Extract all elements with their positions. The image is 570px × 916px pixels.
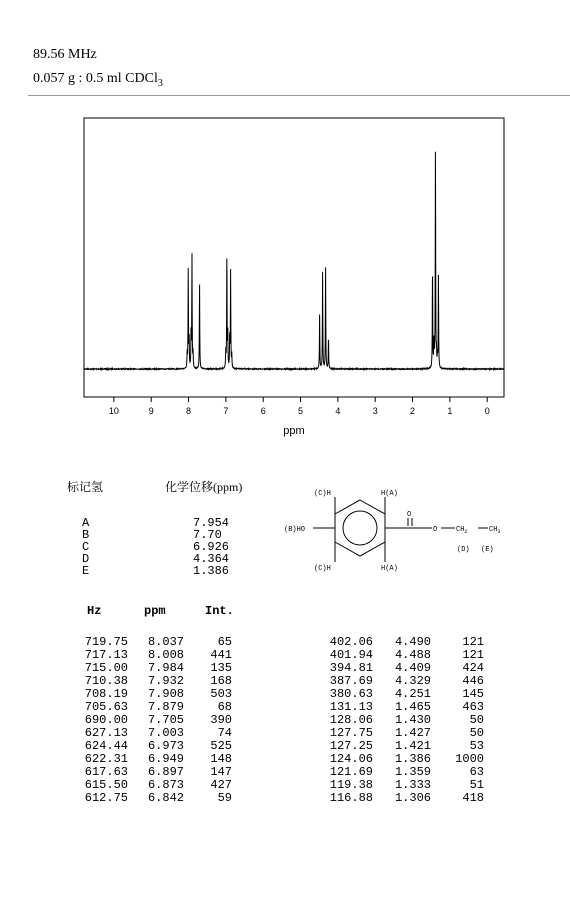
- peak-cell-int: 503: [210, 687, 232, 701]
- peak-cell-int: 135: [210, 661, 232, 675]
- x-tick-label: 4: [335, 406, 341, 416]
- peak-cell-int: 418: [462, 791, 484, 805]
- peak-cell-int: 51: [469, 778, 484, 792]
- assignment-shift: 4.364: [193, 552, 230, 566]
- peak-cell-hz: 387.69: [329, 674, 373, 688]
- assignment-label: E: [82, 564, 90, 578]
- peak-cell-hz: 121.69: [329, 765, 373, 779]
- x-tick-label: 2: [410, 406, 416, 416]
- peak-cell-ppm: 1.386: [394, 752, 431, 766]
- peak-cell-ppm: 7.908: [147, 687, 184, 701]
- x-tick-label: 5: [298, 406, 304, 416]
- peak-cell-ppm: 8.008: [147, 648, 184, 662]
- peak-cell-ppm: 1.333: [394, 778, 431, 792]
- x-tick-label: 10: [108, 406, 119, 416]
- peak-cell-ppm: 6.842: [147, 791, 184, 805]
- peak-cell-int: 525: [210, 739, 232, 753]
- peak-cell-int: 74: [217, 726, 232, 740]
- assignment-header-shift: 化学位移(ppm): [165, 480, 243, 494]
- peak-cell-hz: 119.38: [329, 778, 373, 792]
- peak-cell-ppm: 1.421: [394, 739, 431, 753]
- peak-cell-hz: 131.13: [329, 700, 373, 714]
- peak-cell-ppm: 7.932: [147, 674, 184, 688]
- assignment-shift: 7.954: [193, 516, 230, 530]
- peak-cell-int: 441: [210, 648, 232, 662]
- label-d: (D): [457, 546, 470, 554]
- peak-cell-int: 65: [217, 635, 232, 649]
- x-tick-label: 3: [372, 406, 378, 416]
- peak-cell-int: 427: [210, 778, 232, 792]
- peak-cell-ppm: 1.359: [394, 765, 431, 779]
- spectrometer-frequency: 89.56 MHz: [33, 47, 97, 62]
- peak-cell-ppm: 6.949: [147, 752, 184, 766]
- peak-cell-int: 390: [210, 713, 232, 727]
- sample-subscript: 3: [157, 77, 163, 89]
- peak-cell-ppm: 7.879: [147, 700, 184, 714]
- peak-cell-ppm: 8.037: [147, 635, 184, 649]
- peak-cell-hz: 116.88: [329, 791, 373, 805]
- peak-cell-int: 463: [462, 700, 484, 714]
- peak-cell-ppm: 6.973: [147, 739, 184, 753]
- peak-cell-ppm: 7.705: [147, 713, 184, 727]
- assignment-label: C: [82, 540, 90, 554]
- peak-cell-hz: 124.06: [329, 752, 373, 766]
- assignment-label: A: [82, 516, 90, 530]
- peak-cell-int: 148: [210, 752, 232, 766]
- ch2-subscript: 2: [464, 529, 468, 535]
- peak-cell-hz: 127.75: [329, 726, 373, 740]
- peak-cell-hz: 127.25: [329, 739, 373, 753]
- peak-cell-hz: 394.81: [329, 661, 373, 675]
- peak-cell-hz: 708.19: [84, 687, 128, 701]
- peak-cell-hz: 380.63: [329, 687, 373, 701]
- peak-cell-int: 50: [469, 713, 484, 727]
- assignment-shift: 6.926: [193, 540, 230, 554]
- peak-cell-ppm: 6.897: [147, 765, 184, 779]
- peak-cell-ppm: 1.306: [394, 791, 431, 805]
- peak-cell-ppm: 6.873: [147, 778, 184, 792]
- label-e: (E): [481, 546, 494, 554]
- peak-cell-int: 50: [469, 726, 484, 740]
- ch2-label: [456, 526, 467, 535]
- h-top-left-label: (C)H: [314, 490, 331, 498]
- peak-cell-ppm: 4.490: [394, 635, 431, 649]
- peak-cell-int: 68: [217, 700, 232, 714]
- peak-cell-ppm: 1.465: [394, 700, 431, 714]
- peak-cell-hz: 717.13: [84, 648, 128, 662]
- peak-cell-ppm: 1.427: [394, 726, 431, 740]
- peak-cell-hz: 402.06: [329, 635, 373, 649]
- ch3-label: [489, 526, 500, 535]
- peak-cell-int: 446: [462, 674, 484, 688]
- peak-cell-int: 121: [462, 635, 484, 649]
- ch3-text: CH: [489, 526, 498, 534]
- assignment-shift: 7.70: [193, 528, 222, 542]
- aromatic-circle: [343, 511, 377, 545]
- assignment-label: B: [82, 528, 90, 542]
- x-tick-label: 0: [484, 406, 490, 416]
- ester-o-label: O: [433, 526, 438, 534]
- peak-cell-int: 63: [469, 765, 484, 779]
- peak-cell-hz: 615.50: [84, 778, 128, 792]
- assignment-shift: 1.386: [193, 564, 230, 578]
- x-tick-label: 8: [186, 406, 192, 416]
- x-tick-label: 6: [260, 406, 266, 416]
- peak-header-ppm: ppm: [144, 604, 166, 618]
- peak-cell-hz: 690.00: [84, 713, 128, 727]
- peak-cell-ppm: 7.984: [147, 661, 184, 675]
- peak-cell-hz: 715.00: [84, 661, 128, 675]
- peak-cell-int: 121: [462, 648, 484, 662]
- x-tick-label: 1: [447, 406, 453, 416]
- peak-cell-int: 53: [469, 739, 484, 753]
- sample-text: 0.057 g : 0.5 ml CDCl: [33, 71, 158, 86]
- peak-cell-ppm: 4.409: [394, 661, 431, 675]
- peak-cell-int: 168: [210, 674, 232, 688]
- peak-cell-hz: 612.75: [84, 791, 128, 805]
- peak-cell-ppm: 7.003: [147, 726, 184, 740]
- peak-cell-hz: 719.75: [84, 635, 128, 649]
- peak-cell-hz: 617.63: [84, 765, 128, 779]
- h-bottom-left-label: (C)H: [314, 565, 331, 573]
- peak-cell-hz: 710.38: [84, 674, 128, 688]
- ch2-text: CH: [456, 526, 465, 534]
- x-tick-label: 7: [223, 406, 229, 416]
- peak-header-hz: Hz: [87, 604, 102, 618]
- peak-cell-hz: 622.31: [84, 752, 128, 766]
- x-axis-label: ppm: [283, 425, 305, 437]
- peak-cell-int: 424: [462, 661, 484, 675]
- peak-cell-hz: 627.13: [84, 726, 128, 740]
- peak-cell-ppm: 4.251: [394, 687, 431, 701]
- ch3-subscript: 3: [497, 529, 501, 535]
- x-tick-label: 9: [148, 406, 154, 416]
- peak-cell-int: 147: [210, 765, 232, 779]
- h-bottom-right-label: H(A): [381, 565, 398, 573]
- peak-cell-ppm: 4.488: [394, 648, 431, 662]
- assignment-header-label: 标记氢: [67, 480, 104, 494]
- h-top-right-label: H(A): [381, 490, 398, 498]
- peak-cell-hz: 705.63: [84, 700, 128, 714]
- peak-cell-int: 1000: [455, 752, 484, 766]
- assignment-label: D: [82, 552, 90, 566]
- peak-cell-ppm: 1.430: [394, 713, 431, 727]
- peak-cell-hz: 128.06: [329, 713, 373, 727]
- peak-cell-hz: 401.94: [329, 648, 373, 662]
- peak-header-int: Int.: [205, 604, 234, 618]
- hydroxyl-label: (B)HO: [284, 526, 306, 534]
- peak-cell-int: 145: [462, 687, 484, 701]
- peak-cell-hz: 624.44: [84, 739, 128, 753]
- peak-cell-int: 59: [217, 791, 232, 805]
- carbonyl-o-label: O: [407, 511, 412, 519]
- peak-cell-ppm: 4.329: [394, 674, 431, 688]
